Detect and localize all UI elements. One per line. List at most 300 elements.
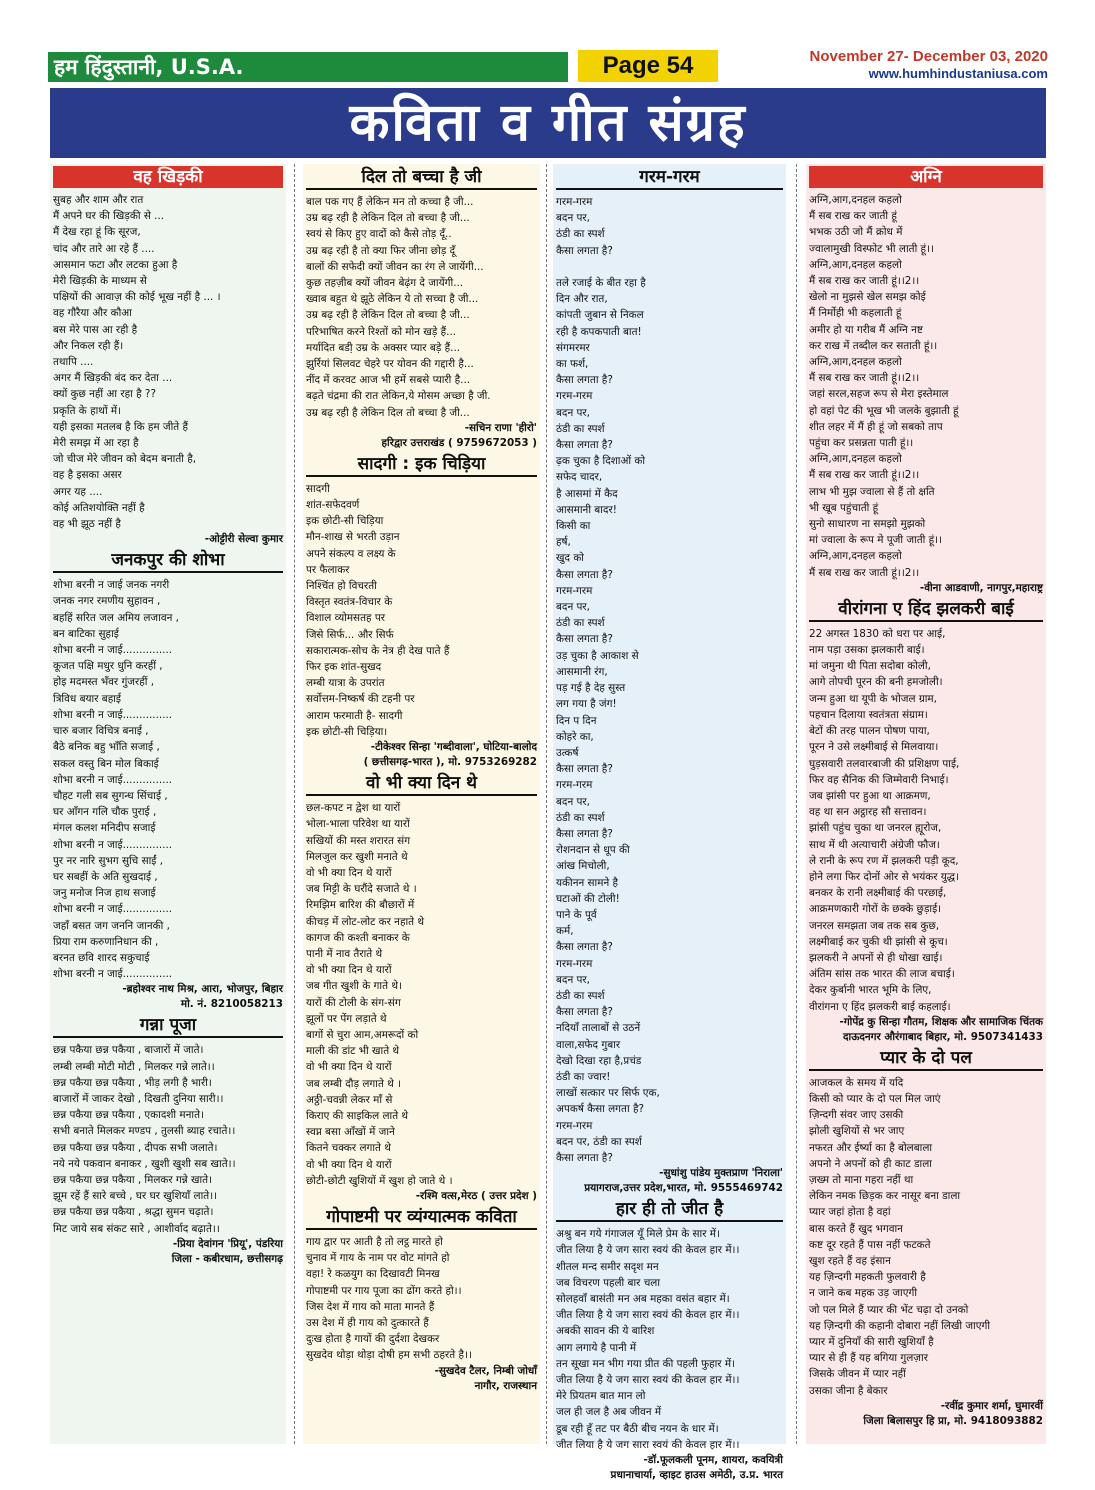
poem-line: कैसा लगता है? xyxy=(556,763,613,776)
poem-line: यह ज़िन्दगी महकती फुलवारी है xyxy=(809,1271,926,1284)
poem-title: अग्नि xyxy=(809,166,1043,188)
poem-body xyxy=(306,1234,537,1364)
poem xyxy=(806,598,1046,1045)
poem-line: छल-कपट न द्वेश था यारों xyxy=(306,802,401,815)
poem-line: मंगल कलश मनिदीप सजाई xyxy=(53,822,156,835)
poem-line: शीतल मन्द समीर सदृश मन xyxy=(556,1260,659,1273)
poem-line: जनु मनोज निज हाथ सजाई xyxy=(53,887,156,900)
poem-line: जन्म हुआ था यूपी के भोजल ग्राम, xyxy=(809,692,937,705)
poem-title: वो भी क्या दिन थे xyxy=(306,772,537,796)
poem-line: सोलहवाँ बासंती मन अब महका वसंत बहार में। xyxy=(556,1293,730,1305)
poem-line: जल ही जल है अब जीवन में xyxy=(556,1406,662,1419)
poem-line: लम्बी लम्बी मोटी मोटी , मिलकर गन्ने लाते।। xyxy=(53,1060,215,1073)
poem-line: शीत लहर में मैं ही हूं जो सबको ताप xyxy=(809,420,943,433)
poem-line: उम्र बढ़ रही है लेकिन दिल तो बच्चा है जी... xyxy=(306,406,470,419)
poem-author: -सुधांशु पांडेय मुक्तप्राण 'निराला' xyxy=(659,1167,783,1180)
poem-title: गोपाष्टमी पर व्यंग्यात्मक कविता xyxy=(306,1206,537,1230)
poem-line: बैठे बनिक बहु भाँति सजाई , xyxy=(53,741,160,754)
poem-line: क्यों कुछ नहीं आ रहा है ?? xyxy=(53,388,156,401)
poem-line: झलकरी ने अपनों से ही धोखा खाई। xyxy=(809,951,943,964)
poem-line: कष्ट दूर रहते हैं पास नहीं फटकते xyxy=(809,1238,931,1251)
poem-line: अंतिम सांस तक भारत की लाज बचाई। xyxy=(809,968,955,981)
poem-line: छन्न पकैया छन्न पकैया , श्रद्धा सुमन चढ़ाते। xyxy=(53,1206,214,1219)
poem-line: कैसा लगता है? xyxy=(556,439,613,452)
poem-line: नफरत और ईर्ष्या का है बोलबाला xyxy=(809,1141,933,1154)
poem-line: और निकल रही हैं। xyxy=(53,339,124,352)
poem-line: वो भी क्या दिन थे यारों xyxy=(306,964,392,977)
poem-line: ठंडी का स्पर्श xyxy=(556,989,605,1002)
poem-line: कितने चक्कर लगाते थे xyxy=(306,1142,391,1155)
poem-line: रिमझिम बारिश की बौछारों में xyxy=(306,899,415,912)
poem-line: यारों की टोली के संग-संग xyxy=(306,996,401,1009)
poem-line: साथ में थी अत्याचारी अंग्रेजी फौज। xyxy=(809,838,940,851)
poem-line: हर्ष, xyxy=(556,536,571,549)
poem-line: ज़िन्दगी संवर जाए उसकी xyxy=(809,1109,904,1122)
poem-line: बदन पर, xyxy=(556,601,590,614)
poem-line: हो वहां पेट की भूख भी जलके बुझाती हूं xyxy=(809,404,959,417)
poem-line: अग्नि,आग,दनहल कहलो xyxy=(809,356,902,369)
website-link[interactable]: www.humhindustaniusa.com xyxy=(868,66,1048,81)
masthead xyxy=(48,48,1048,84)
poem-line: कैसा लगता है? xyxy=(556,633,613,646)
poem-line: जिसे सिर्फ... और सिर्फ xyxy=(306,628,394,641)
poem-line: गरम-गरम xyxy=(556,584,593,597)
poem-author: -गोपेंद्र कु सिन्हा गौतम, शिक्षक और सामाजिक चिंतक xyxy=(839,1015,1043,1028)
poem-line: मेरे प्रियतम बात मान लो xyxy=(556,1390,646,1403)
poem-line: होने लगा फिर दोनों ओर से भयंकर युद्ध। xyxy=(809,870,960,883)
column-3 xyxy=(553,164,786,1482)
brand-name: हम हिंदुस्तानी, U.S.A. xyxy=(48,52,568,82)
poem-line: फिर इक शांत-सुखद xyxy=(306,661,382,674)
poem-line: गरम-गरम xyxy=(556,957,593,970)
column-1 xyxy=(50,164,286,1444)
poem-line: कैसा लगता है? xyxy=(556,568,613,581)
poem-body xyxy=(306,481,537,740)
poem-line: दुःख होता है गायों की दुर्दशा देखकर xyxy=(306,1333,440,1346)
page-number: Page 54 xyxy=(578,50,718,82)
poem-line: उत्कर्ष xyxy=(556,746,579,759)
poem-line: बाल पक गए हैं लेकिन मन तो कच्चा है जी... xyxy=(306,196,474,208)
poem-line: परिभाषित करने रिश्तों को मोन खड़े हैं... xyxy=(306,325,457,338)
poem-line: झूम रहें हैं सारे बच्चे , घर घर खुशियाँ लाते।। xyxy=(53,1190,218,1203)
poem-line: ठंडी का ज्वार! xyxy=(556,1070,611,1083)
poem-body xyxy=(53,192,283,532)
poem-line: मिट जाये सब संकट सारे , आशीर्वाद बढ़ाते।। xyxy=(53,1222,220,1235)
poem-line: प्रकृति के हाथों में। xyxy=(53,404,122,417)
poem-line: उस देश में ही गाय को दुत्कारते हैं xyxy=(306,1316,429,1329)
poem xyxy=(303,1206,540,1394)
poem-line: जो चीज मेरे जीवन को बेदम बनाती है, xyxy=(53,453,197,466)
poem-line: जब मिट्टी के घरौंदे सजाते थे । xyxy=(306,883,417,896)
poem-line: घर सबहीं के अति सुखदाई , xyxy=(53,870,158,883)
poem-title: गरम-गरम xyxy=(556,166,783,190)
poem-body xyxy=(809,192,1043,581)
poem-line: बस मेरे पास आ रही है xyxy=(53,323,138,336)
poem-line: वो भी क्या दिन थे यारों xyxy=(306,866,392,879)
poem-body xyxy=(809,1075,1043,1399)
poem-author: -रवींद्र कुमार शर्मा, घुमारवीं xyxy=(940,1399,1043,1412)
poem-body xyxy=(556,1226,783,1453)
poem-line: ढ़क चुका है दिशाओं को xyxy=(556,455,646,468)
poem-line: अग्नि,आग,दनहल कहलो xyxy=(809,550,902,563)
poem-line: झूलों पर पेंग लड़ाते थे xyxy=(306,1012,387,1025)
poem-line: कर्म, xyxy=(556,925,574,938)
poem-line: विस्तृत स्वतंत्र-विचार के xyxy=(306,596,393,609)
poem-line: मैं अपने घर की खिड़की से ... xyxy=(53,210,165,223)
poem-line: अग्नि,आग,दनहल कहलो xyxy=(809,258,902,271)
poem-line: इक छोटी-सी चिड़िया xyxy=(306,515,384,528)
poem-line: जो पल मिले हैं प्यार की भेंट चढ़ा दो उनको xyxy=(809,1303,969,1316)
poem-line: वह है इसका असर xyxy=(53,469,122,482)
poem-line: जीत लिया है ये जग सारा स्वयं की केवल हार में।। xyxy=(556,1374,740,1387)
poem-line: लाभ भी मुझ ज्वाला से हैं तो क्षति xyxy=(809,485,935,498)
poem-line: ठंडी का स्पर्श xyxy=(556,811,605,824)
poem-line: उड़ चुका है आकाश से xyxy=(556,649,639,662)
poem-line: पहचान दिलाया स्वतंत्रता संग्राम। xyxy=(809,708,928,721)
poem-line: वह भी झूठ नहीं है xyxy=(53,518,121,531)
poem-line: भोला-भाला परिवेश था यारों xyxy=(306,818,410,831)
poem-line: ठंडी का स्पर्श xyxy=(556,617,605,630)
poem-line: नदियाँ तालाबों से उठनें xyxy=(556,1022,641,1035)
poem-line: कागज की कश्ती बनाकर के xyxy=(306,931,410,944)
poem-line: खेलो ना मुझसे खेल समझ कोई xyxy=(809,291,926,304)
poem-body xyxy=(53,1042,283,1236)
poem-line: कैसा लगता है? xyxy=(556,1006,613,1019)
poem-line: वो भी क्या दिन थे यारों xyxy=(306,1158,392,1171)
poem-line: छन्न पकैया छन्न पकैया , बाजारों में जाते। xyxy=(53,1044,204,1057)
poem-line: मां जमुना थी पिता सदोबा कोली, xyxy=(809,660,931,673)
poem-line: कोई अतिशयोक्ति नहीं है xyxy=(53,501,145,514)
poem-line: शोभा बरनी न जाई............... xyxy=(53,708,173,721)
poem-line: का फर्श, xyxy=(556,358,589,371)
poem-line: झांसी पहुंच चुका था जनरल ह्यूरोज, xyxy=(809,822,942,835)
poem-line: पूरन ने उसे लक्ष्मीबाई से मिलवाया। xyxy=(809,741,939,754)
column-2 xyxy=(303,164,540,1444)
poem-line: खुद को xyxy=(556,552,584,565)
poem-line: अठ्ठी-चवन्नी लेकर माँ से xyxy=(306,1093,393,1106)
poem-line: भी खूब पहुंचाती हूं xyxy=(809,501,879,514)
poem-line: बढ़ते चंद्रमा की रात लेकिन,ये मोसम अच्छा है जी. xyxy=(306,390,491,403)
poem-line: कांपती जुबान से निकल xyxy=(556,309,644,322)
poem-line: मैं सब राख कर जाती हूं।।2।। xyxy=(809,372,920,385)
poem-line: विशाल व्योमसतह पर xyxy=(306,612,385,625)
poem-body xyxy=(556,194,783,1166)
poem-line: स्वप्न बसा आँखों में जाने xyxy=(306,1126,395,1139)
poem-line: अपनो ने अपनों को ही काट डाला xyxy=(809,1157,932,1170)
poem-line: दिन और रात, xyxy=(556,293,608,306)
poem-title: गन्ना पूजा xyxy=(53,1014,283,1038)
poem-line: 22 अगस्त 1830 को धरा पर आई, xyxy=(809,627,946,640)
poem-line: शोभा बरनी न जाई जनक नगरी xyxy=(53,579,170,592)
poem-title: वीरांगना ए हिंद झलकरी बाई xyxy=(809,598,1043,622)
poem-line: तन सूखा मन भीग गया प्रीत की पहली फुहार में। xyxy=(556,1357,735,1370)
poem-line: कुछ तहज़ीब क्यों जीवन बेढ़ंग दे जायेंगी... xyxy=(306,277,464,290)
poem-body xyxy=(53,577,283,982)
poem-line: पक्षियों की आवाज़ की कोई भूख नहीं है ... । xyxy=(53,291,221,304)
poem-line: अपकर्ष कैसा लगता है? xyxy=(556,1103,644,1116)
poem-line: डूब रही हूँ तट पर बैठी बीच नयन के धार में। xyxy=(556,1422,719,1435)
poem-line: देकर कुर्बानी भारत भूमि के लिए, xyxy=(809,984,932,997)
poem xyxy=(806,1047,1046,1429)
poem-author: -डॉ.फूलकली पूनम, शायरा, कवयित्री xyxy=(643,1454,783,1467)
poem-author: हरिद्वार उत्तराखंड ( 9759672053 ) xyxy=(381,436,537,449)
poem xyxy=(806,166,1046,596)
poem-line: ठंडी का स्पर्श xyxy=(556,228,605,241)
poem-line: छन्न पकैया छन्न पकैया , दीपक सभी जलाते। xyxy=(53,1141,218,1154)
poem-line: मेरी समझ में आ रहा है xyxy=(53,437,139,450)
poem-line: गरम-गरम xyxy=(556,1119,593,1132)
poem-line: माली की डांट भी खाते थे xyxy=(306,1045,400,1058)
poem-title: वह खिड़की xyxy=(53,166,283,188)
poem-line: कैसा लगता है? xyxy=(556,374,613,387)
poem-line: यह ज़िन्दगी की कहानी दोबारा नहीं लिखी जाएगी xyxy=(809,1319,991,1332)
poem-line: आक्रमणकारी गोरों के छक्के छुड़ाई। xyxy=(809,903,942,916)
poem-line: जिसके जीवन में प्यार नहीं xyxy=(809,1368,906,1381)
poem-line: अग्नि,आग,दनहल कहलो xyxy=(809,453,902,466)
poem-line: बरनत छवि शारद सकुचाई xyxy=(53,951,150,964)
poem-author: -प्रिया देवांगन 'प्रियू', पंडरिया xyxy=(172,1237,283,1250)
poem-line: तले रजाई के बीत रहा है xyxy=(556,277,646,290)
poem-line: छन्न पकैया छन्न पकैया , मिलकर गन्ने खाते। xyxy=(53,1173,213,1186)
poem xyxy=(303,453,540,770)
poem-line: चौहट गली सब सुगन्ध सिंचाई , xyxy=(53,789,168,802)
poem-line: बास करते हैं खुद भगवान xyxy=(809,1222,903,1235)
poem-line: लाखों सत्कार पर सिर्फ एक, xyxy=(556,1087,660,1100)
poem-line: पड़ गई है देह सुस्त xyxy=(556,682,626,695)
poem-author: -ब्रहोश्वर नाथ मिश्र, आरा, भोजपुर, बिहार xyxy=(122,983,283,996)
poem-line: वाला,सफेद गुबार xyxy=(556,1038,621,1051)
poem-line: बन बाटिका सुहाई xyxy=(53,627,119,640)
column-separator xyxy=(796,164,797,1444)
poem-line: खुश रहते हैं वह इंसान xyxy=(809,1254,891,1267)
poem-title: जनकपुर की शोभा xyxy=(53,549,283,573)
poem-line: किसी का xyxy=(556,520,591,533)
poem-author: प्रयागराज,उत्तर प्रदेश,भारत, मो. 9555469742 xyxy=(584,1182,783,1195)
poem xyxy=(303,772,540,1204)
poem-line: तथापि .... xyxy=(53,356,94,369)
section-banner: कविता व गीत संग्रह xyxy=(50,88,1046,158)
poem-line: रही है कपकपाती बात! xyxy=(556,325,642,338)
poem-line: यकीनन सामने है xyxy=(556,876,619,889)
poem-author: -टीकेश्वर सिन्हा 'गब्दीवाला', घोटिया-बालोद xyxy=(370,741,537,754)
poem-author: -ओट्टीरी सेल्वा कुमार xyxy=(204,533,283,546)
poem-line: मैं सब राख कर जाती हूं।।2।। xyxy=(809,566,920,579)
poem-line: इक छोटी-सी चिड़िया। xyxy=(306,725,388,738)
poem-line: बदन पर, xyxy=(556,406,590,419)
poem-line: सफेद चादर, xyxy=(556,471,603,484)
poem-line: कर राख में तब्दील कर सताती हूं।। xyxy=(809,339,938,352)
poem xyxy=(50,1014,286,1266)
poem-line: बागों से चुरा आम,अमरूदों को xyxy=(306,1028,419,1041)
poem-line: लम्बी यात्रा के उपरांत xyxy=(306,677,385,690)
poem-line: चारु बजार विचित्र बनाई , xyxy=(53,725,149,738)
poem-line: मैं सब राख कर जाती हूं।।2।। xyxy=(809,469,920,482)
poem-title: सादगी : इक चिड़िया xyxy=(306,453,537,477)
poem-line: कैसा लगता है? xyxy=(556,244,613,257)
poem-line: सकारात्मक-सोच के नेत्र ही देख पाते हैं xyxy=(306,644,450,657)
poem xyxy=(553,166,786,1196)
poem-line: जब गीत खुशी के गाते थे। xyxy=(306,980,402,993)
poem-line: बदन पर, ठंडी का स्पर्श xyxy=(556,1135,642,1148)
poem-line: अग्नि,आग,दनहल कहलो xyxy=(809,194,902,206)
poem-line: कूजत पक्षि मधुर धुनि करहीं , xyxy=(53,660,163,673)
poem-line: होइ मदमस्त भँवर गुंजरहीं , xyxy=(53,676,155,689)
poem-line: जब झांसी पर हुआ था आक्रमण, xyxy=(809,789,931,802)
poem-line: सुबह और शाम और रात xyxy=(53,194,144,206)
poem-line: बदन पर, xyxy=(556,973,590,986)
poem-line: पर फैलाकर xyxy=(306,563,350,576)
poem-line: प्यार में दुनियाँ की सारी खुशियाँ है xyxy=(809,1336,934,1348)
poem-line: घटाओं की टोली! xyxy=(556,892,620,905)
poem-line: अश्रु बन गये गंगाजल यूँ मिले प्रेम के सार में। xyxy=(556,1228,720,1241)
poem-line: गरम-गरम xyxy=(556,390,593,403)
poem-line: लेकिन नमक छिड़क कर नासूर बना डाला xyxy=(809,1190,961,1203)
poem-line: प्यार से ही हैं यह बगिया गुलज़ार xyxy=(809,1352,928,1365)
poem-line: आसमानी बादर! xyxy=(556,503,617,516)
poem-line: लक्ष्मीबाई कर चुकी थी झांसी से कूच। xyxy=(809,935,948,948)
poem xyxy=(303,166,540,451)
poem-line: जिस देश में गाय को माता मानते हैं xyxy=(306,1300,435,1313)
poem-line: सखियों की मस्त शरारत संग xyxy=(306,834,411,847)
poem-line: गाय द्वार पर आती है तो लट्ठ मारते हो xyxy=(306,1235,443,1248)
poem-line: पानी में नाव तैराते थे xyxy=(306,947,383,960)
poem-line: मेरी खिड़की के माध्यम से xyxy=(53,275,147,288)
poem-line: कैसा लगता है? xyxy=(556,827,613,840)
poem-line: किराए की साइकिल लाते थे xyxy=(306,1109,409,1122)
poem-line: संगमरमर xyxy=(556,341,590,354)
poem-line: झुर्रियां सिलवट चेहरे पर योवन की गद्दारी है... xyxy=(306,358,474,371)
poem-line: लग गया है जंग! xyxy=(556,698,617,711)
poem-line: शोभा बरनी न जाई............... xyxy=(53,644,173,657)
poem-line: पाने के पूर्व xyxy=(556,908,597,921)
poem-line: घुड़सवारी तलवारबाजी की प्रशिक्षण पाई, xyxy=(809,757,960,770)
poem-line: कीचड़ में लोट-लोट कर नहाते थे xyxy=(306,915,425,928)
poem-line: अगर यह .... xyxy=(53,485,103,498)
poem-line: गरम-गरम xyxy=(556,196,593,208)
poem-body xyxy=(306,800,537,1189)
poem-author: मो. नं. 8210058213 xyxy=(180,998,283,1011)
poem-line: प्रिया राम करुणानिधान की , xyxy=(53,935,159,948)
poem-line: वो भी क्या दिन थे यारों xyxy=(306,1061,392,1074)
poem-line: नींद में करवट आज भी हमें सबसे प्यारी है... xyxy=(306,374,471,387)
poem-line: उम्र बढ़ रही है लेकिन दिल तो बच्चा है जी... xyxy=(306,212,470,225)
poem-line: मैं देख रहा हूं कि सूरज, xyxy=(53,226,141,239)
poem-line: शोभा बरनी न जाई............... xyxy=(53,838,173,851)
poem-author: -रश्मि वत्स,मेरठ ( उत्तर प्रदेश ) xyxy=(415,1189,537,1202)
poem-title: दिल तो बच्चा है जी xyxy=(306,166,537,190)
poem-line: चांद और तारे आ रहे हैं .... xyxy=(53,242,155,255)
poem-line: स्वयं से किए हुए वादों को कैसे तोड़ दूँ.. xyxy=(306,228,452,241)
poem-line: दिन प दिन xyxy=(556,714,597,727)
poem-line: जीत लिया है ये जग सारा स्वयं की केवल हार में।। xyxy=(556,1309,740,1322)
poem-title: प्यार के दो पल xyxy=(809,1047,1043,1071)
poem-line: आंख मिचोली, xyxy=(556,860,610,873)
poem-line: जीत लिया है ये जग सारा स्वयं की केवल हार में।। xyxy=(556,1244,740,1257)
poem-line: जनक नगर रमणीय सुहावन , xyxy=(53,595,161,608)
poem-line: नये नये पकवान बनाकर , खुशी खुशी सब खाते।। xyxy=(53,1157,236,1170)
poem-line: झोली खुशियों से भर जाए xyxy=(809,1125,905,1138)
issue-date: November 27- December 03, 2020 xyxy=(809,48,1048,65)
poem-line: शांत-सफेदवर्ण xyxy=(306,499,360,512)
poem-line: बदन पर, xyxy=(556,212,590,225)
poem-line: वह था सन अट्ठारह सौ सत्तावन। xyxy=(809,806,927,819)
poem-line: त्रिविध बयार बहाई xyxy=(53,692,122,705)
poem-line: आसमानी रंग, xyxy=(556,665,608,678)
poem-line: मां ज्वाला के रूप मे पूजी जाती हूं।। xyxy=(809,534,943,547)
poem-line: बदन पर, xyxy=(556,795,590,808)
poem-line: घर आँगन गलि चौक पुराई , xyxy=(53,806,157,819)
poem-line: जहां सरल,सहज रूप से मेरा इस्तेमाल xyxy=(809,388,949,401)
poem-line: प्यार जहां होता है वहां xyxy=(809,1206,891,1219)
column-separator xyxy=(546,164,547,1444)
poem-author: जिला बिलासपुर हि प्रा, मो. 9418093882 xyxy=(863,1414,1043,1427)
poem-line: उम्र बढ़ रही है तो क्या फिर जीना छोड़ दूँ xyxy=(306,244,456,257)
poem-line xyxy=(556,259,783,275)
poem-line: बाजारों में जाकर देखो , दिखती दुनिया सारी।। xyxy=(53,1092,224,1105)
poem-line: वहा! रे कळयुग का दिखावटी मिनख xyxy=(306,1268,440,1281)
poem-line: उम्र बढ़ रही है लेकिन दिल तो बच्चा है जी... xyxy=(306,309,470,322)
poem-line: जब विचरण पहली बार चला xyxy=(556,1276,661,1289)
poem-body xyxy=(306,194,537,421)
poem-line: जब लम्बी दौड़ लगाते थे । xyxy=(306,1077,402,1090)
poem-line: फिर वह सैनिक की जिम्मेवारी निभाई। xyxy=(809,773,949,786)
poem-line: सुनो साधारण ना समझो मुझको xyxy=(809,518,926,531)
poem-line: जीत लिया है ये जग सारा स्वयं की केवल हार में।। xyxy=(556,1438,740,1451)
poem-line: ज्वालामुखी विस्फोट भी लाती हूं।। xyxy=(809,242,934,255)
poem-line: मैं निर्मोही भी कहलाती हूं xyxy=(809,307,902,320)
poem-line: है आसमां में कैद xyxy=(556,487,618,500)
column-4 xyxy=(806,164,1046,1444)
poem-line: सभी बनाते मिलकर मण्डप , तुलसी ब्याह रचाते।। xyxy=(53,1125,236,1138)
poem-line: पुर नर नारि सुभग सुचि साईं , xyxy=(53,854,163,867)
poem-line: कैसा लगता है? xyxy=(556,941,613,954)
poem-line: बेटों की तरह पालन पोषण पाया, xyxy=(809,725,930,738)
poem-line: आसमान फटा और लटका हुआ है xyxy=(53,258,178,271)
poem xyxy=(553,1198,786,1483)
poem-line: छन्न पकैया छन्न पकैया , एकादशी मनाते। xyxy=(53,1109,204,1122)
poem-line: आजकल के समय में यदि xyxy=(809,1076,904,1089)
column-separator xyxy=(294,164,295,1444)
poem-line: मैं सब राख कर जाती हूं।।2।। xyxy=(809,275,920,288)
poem-line: मिलजुल कर खुशी मनाते थे xyxy=(306,850,408,863)
poem-line: अगर मैं खिड़की बंद कर देता ... xyxy=(53,372,173,385)
poem-author: ( छत्तीसगढ़-भारत ), मो. 9753269282 xyxy=(363,756,537,769)
poem-line: उसका जीना है बेकार xyxy=(809,1384,888,1397)
poem-line: ज़ख्म तो माना गहरा नहीं था xyxy=(809,1173,914,1186)
poem xyxy=(50,549,286,1012)
poem-line: सर्वोत्तम-निष्कर्ष की टहनी पर xyxy=(306,693,415,706)
poem xyxy=(50,166,286,547)
poem-author: -वीना आडवाणी, नागपुर,महाराष्ट्र xyxy=(919,581,1043,594)
poem-line: मैं सब राख कर जाती हूं xyxy=(809,210,897,223)
poem-line: यही इसका मतलब है कि हम जीते हैं xyxy=(53,420,189,433)
poem-line: अपने संकल्प व लक्ष्य के xyxy=(306,547,396,560)
poem-line: निश्चिंत हो विचरती xyxy=(306,580,377,593)
poem-title: हार ही तो जीत है xyxy=(556,1198,783,1222)
poem-line: ले रानी के रूप रण में झलकरी पड़ी कूद, xyxy=(809,854,959,867)
poem-line: बहहिं सरित जल अमिय लजावन , xyxy=(53,611,179,624)
poem-line: छोटी-छोटी खुशियों में खुश हो जाते थे । xyxy=(306,1174,453,1187)
poem-line: बालों की सफेदी क्यों जीवन का रंग ले जायेंगी... xyxy=(306,260,484,273)
poem-line: अबकी सावन की ये बारिश xyxy=(556,1325,655,1338)
poem-line: कोहरे का, xyxy=(556,730,594,743)
poem-line: देखो दिखा रहा है,प्रचंड xyxy=(556,1054,642,1067)
poem-line: आगे तोपची पूरन की बनी हमजोली। xyxy=(809,676,943,689)
poem-line: आग लगाये है पानी में xyxy=(556,1341,637,1354)
poem-line: सुखदेव थोड़ा थोड़ा दोषी हम सभी ठहरते है।। xyxy=(306,1349,472,1362)
poem-line: छन्न पकैया छन्न पकैया , भीड़ लगी है भारी। xyxy=(53,1076,212,1089)
poem-line: भभक उठी जो मैं क्रोध में xyxy=(809,226,903,239)
